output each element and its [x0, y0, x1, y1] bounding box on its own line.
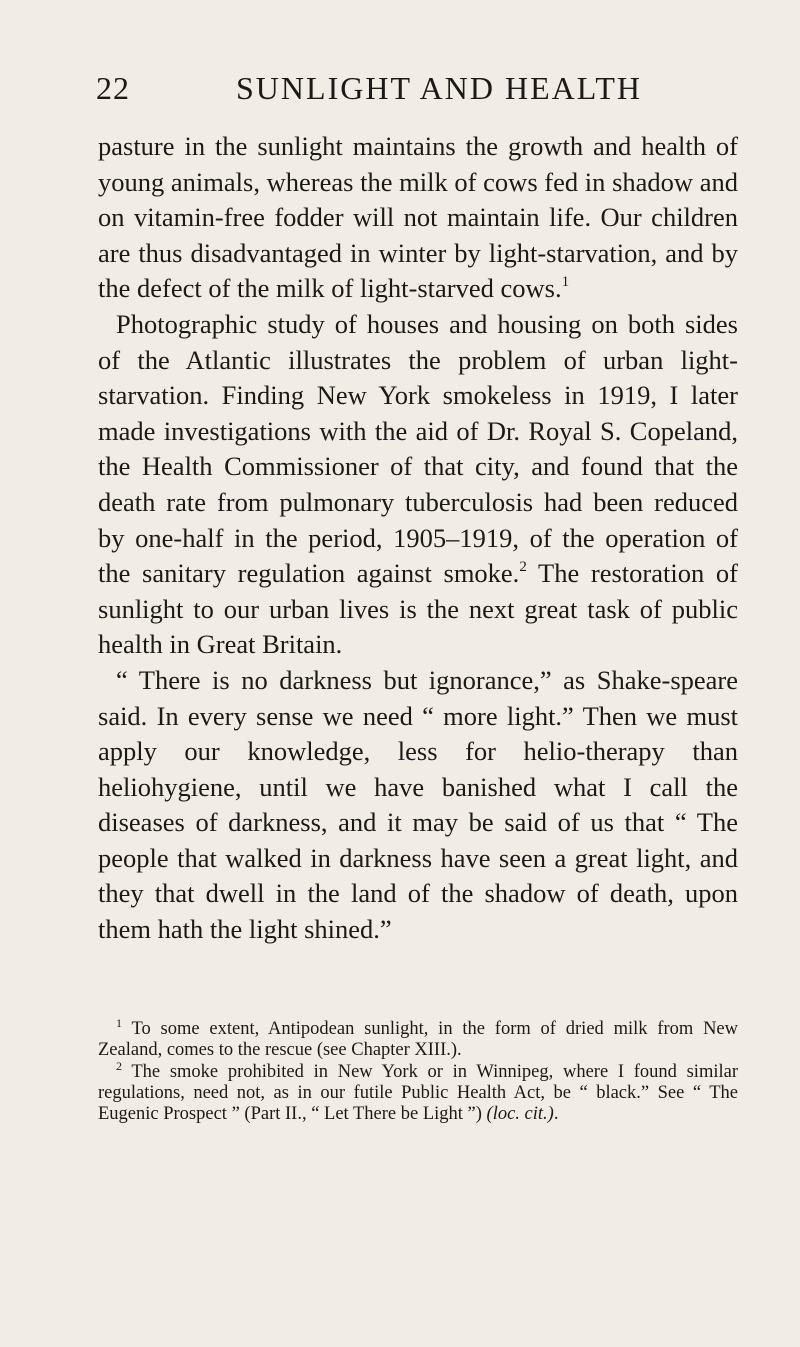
paragraph-3 — [98, 663, 738, 948]
running-title: SUNLIGHT AND HEALTH — [236, 70, 642, 106]
footnote-1-text: To some extent, Antipodean sunlight, in the form of dried milk from New Zealand, comes to the rescue (see Chapter XIII.). — [98, 1019, 739, 1061]
paragraph-2 — [98, 307, 738, 663]
paragraph-1 — [98, 129, 738, 307]
footnote-ref-2: 2 — [519, 559, 527, 576]
paragraph-3-text: “ There is no darkness but ignorance,” as Shake-speare said. In every sense we need “ more light.” Then we must apply our knowledge, less for helio-therapy than heliohygiene, until we have banished what I call the diseases of darkness, and it may be said of us that “ The people that walked in darkness have seen a great light, and they that dwell in the land of the shadow of death, upon them hath the light shined.” — [98, 664, 738, 945]
footnote-2-text: The smoke prohibited in New York or in Winnipeg, where I found similar regulations, need not, as in our futile Public Health Act, be “ black.” See “ The Eugenic Prospect ” (Part II., “ Let There be Light ”) — [98, 1061, 738, 1125]
footnote-1-mark: 1 — [116, 1016, 122, 1030]
page-header — [96, 70, 736, 110]
body-text — [98, 129, 738, 948]
paragraph-1-text: pasture in the sunlight maintains the growth and health of young animals, whereas the milk of cows fed in shadow and on vitamin-free fodder will not maintain life. Our children are thus disadvantaged in winter by light-starvation, and by the defect of the milk of light-starved cows. — [98, 131, 738, 304]
footnotes — [98, 1016, 739, 1125]
footnote-ref-1: 1 — [561, 274, 570, 291]
footnote-2 — [98, 1058, 738, 1126]
footnote-2-end: . — [553, 1104, 559, 1125]
paragraph-2-continuation: The restoration of sunlight to our urban lives is the next great task of public health in Great Britain. — [98, 558, 738, 660]
footnote-2-citation: (loc. cit.) — [486, 1104, 554, 1125]
footnote-2-mark: 2 — [116, 1058, 122, 1073]
paragraph-2-text: Photographic study of houses and housing on both sides of the Atlantic illustrates the problem of urban light-starvation. Finding New York smokeless in 1919, I later made investigations with the aid of Dr. Royal S. Copeland, the Health Commissioner of that city, and found that the death rate from pulmonary tuberculosis had been reduced by one-half in the period, 1905–1919, of the operation of the sanitary regulation against smoke. — [98, 308, 738, 589]
footnote-1 — [98, 1016, 739, 1062]
page-number: 22 — [96, 70, 130, 106]
